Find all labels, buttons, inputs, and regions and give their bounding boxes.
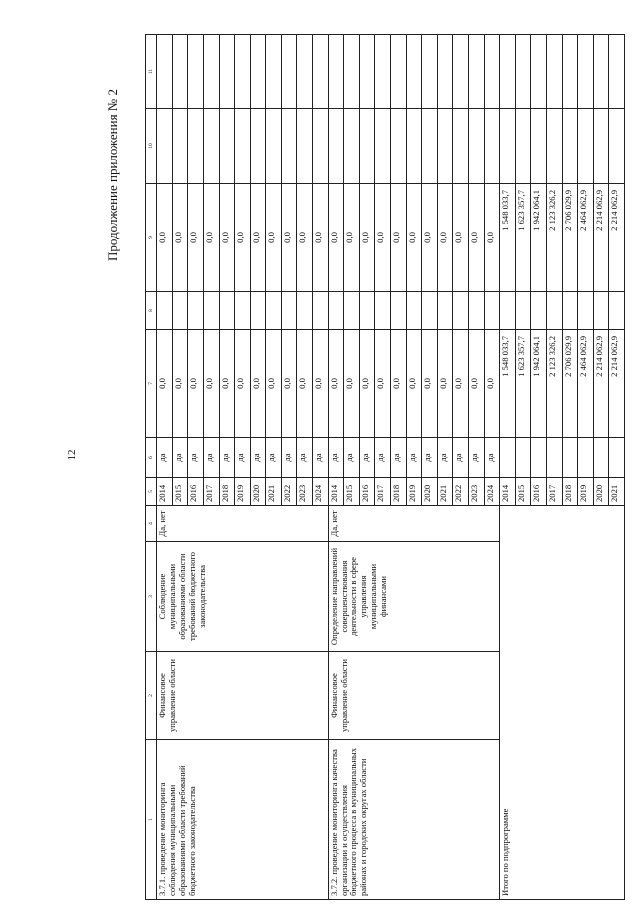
program-table (145, 34, 625, 900)
value-col10 (250, 109, 266, 184)
value-col11 (593, 35, 609, 109)
value-col11 (281, 35, 297, 109)
value-col8 (250, 292, 266, 330)
value-col8 (313, 292, 329, 330)
flag-cell: да (453, 438, 469, 478)
value-col10 (203, 109, 219, 184)
value-col10 (593, 109, 609, 184)
value-col8 (188, 292, 204, 330)
total-label-cell: Итого по подпрограмме (500, 506, 625, 900)
flag-cell: да (172, 438, 188, 478)
year-cell: 2016 (188, 478, 204, 506)
year-cell: 2017 (375, 478, 391, 506)
value-col10 (281, 109, 297, 184)
value-col7: 0,0 (250, 330, 266, 438)
total-value-col7: 1 942 064,1 (531, 330, 547, 438)
value-col7: 0,0 (172, 330, 188, 438)
value-col11 (406, 35, 422, 109)
value-col11 (297, 35, 313, 109)
flag-cell: да (313, 438, 329, 478)
value-col11 (531, 35, 547, 109)
value-col11 (375, 35, 391, 109)
value-col11 (359, 35, 375, 109)
value-col7: 0,0 (406, 330, 422, 438)
value-col11 (266, 35, 282, 109)
value-col9: 0,0 (406, 184, 422, 292)
value-col9: 0,0 (235, 184, 251, 292)
value-col7: 0,0 (203, 330, 219, 438)
value-col9: 0,0 (391, 184, 407, 292)
year-cell: 2019 (578, 478, 594, 506)
value-col8 (406, 292, 422, 330)
value-col11 (484, 35, 500, 109)
year-cell: 2024 (313, 478, 329, 506)
value-col11 (188, 35, 204, 109)
year-cell: 2021 (609, 478, 625, 506)
value-col8 (484, 292, 500, 330)
year-cell: 2015 (515, 478, 531, 506)
value-col11 (203, 35, 219, 109)
value-col11 (219, 35, 235, 109)
flag-cell: да (188, 438, 204, 478)
flag-cell: да (469, 438, 485, 478)
flag-cell (546, 438, 562, 478)
flag-cell: да (219, 438, 235, 478)
value-col11 (235, 35, 251, 109)
year-cell: 2016 (531, 478, 547, 506)
value-col11 (391, 35, 407, 109)
value-col8 (235, 292, 251, 330)
flag-cell: да (484, 438, 500, 478)
year-cell: 2021 (437, 478, 453, 506)
value-col7: 0,0 (157, 330, 173, 438)
value-col9: 0,0 (219, 184, 235, 292)
unit-cell: Да, нет (328, 506, 500, 542)
flag-cell (500, 438, 516, 478)
value-col8 (344, 292, 360, 330)
value-col8 (500, 292, 516, 330)
year-cell: 2024 (484, 478, 500, 506)
event-cell: 3.7.2. проведение мониторинга качества организации и осуществления бюджетного процесса в муниципальных районах и городских округах области (328, 740, 500, 900)
total-value-col9: 1 942 064,1 (531, 184, 547, 292)
flag-cell: да (157, 438, 173, 478)
year-cell: 2022 (281, 478, 297, 506)
value-col9: 0,0 (188, 184, 204, 292)
value-col8 (203, 292, 219, 330)
year-cell: 2020 (250, 478, 266, 506)
value-col9: 0,0 (266, 184, 282, 292)
value-col7: 0,0 (359, 330, 375, 438)
total-value-col7: 2 464 062,9 (578, 330, 594, 438)
total-value-col7: 1 623 357,7 (515, 330, 531, 438)
value-col8 (422, 292, 438, 330)
value-col10 (188, 109, 204, 184)
flag-cell: да (359, 438, 375, 478)
value-col10 (515, 109, 531, 184)
value-col8 (562, 292, 578, 330)
total-value-col9: 2 214 062,9 (593, 184, 609, 292)
flag-cell: да (281, 438, 297, 478)
value-col10 (500, 109, 516, 184)
value-col8 (515, 292, 531, 330)
value-col8 (328, 292, 344, 330)
value-col9: 0,0 (328, 184, 344, 292)
value-col11 (172, 35, 188, 109)
year-cell: 2017 (546, 478, 562, 506)
value-col8 (172, 292, 188, 330)
column-header-6: 6 (146, 438, 157, 478)
total-value-col9: 1 623 357,7 (515, 184, 531, 292)
year-cell: 2018 (562, 478, 578, 506)
year-cell: 2021 (266, 478, 282, 506)
flag-cell: да (328, 438, 344, 478)
value-col10 (562, 109, 578, 184)
value-col8 (219, 292, 235, 330)
total-value-col9: 2 214 062,9 (609, 184, 625, 292)
value-col8 (437, 292, 453, 330)
year-cell: 2017 (203, 478, 219, 506)
value-col11 (344, 35, 360, 109)
value-col7: 0,0 (437, 330, 453, 438)
column-header-1: 1 (146, 740, 157, 900)
value-col9: 0,0 (313, 184, 329, 292)
value-col9: 0,0 (281, 184, 297, 292)
value-col9: 0,0 (344, 184, 360, 292)
value-col7: 0,0 (344, 330, 360, 438)
value-col10 (359, 109, 375, 184)
value-col8 (266, 292, 282, 330)
total-value-col7: 2 214 062,9 (609, 330, 625, 438)
total-value-col7: 1 548 033,7 (500, 330, 516, 438)
value-col10 (437, 109, 453, 184)
value-col7: 0,0 (391, 330, 407, 438)
value-col8 (391, 292, 407, 330)
total-value-col9: 2 706 029,9 (562, 184, 578, 292)
value-col11 (437, 35, 453, 109)
column-header-11: 11 (146, 35, 157, 109)
value-col11 (609, 35, 625, 109)
value-col9: 0,0 (250, 184, 266, 292)
unit-cell: Да, нет (157, 506, 329, 542)
value-col9: 0,0 (172, 184, 188, 292)
value-col8 (281, 292, 297, 330)
flag-cell: да (250, 438, 266, 478)
value-col8 (546, 292, 562, 330)
column-header-3: 3 (146, 542, 157, 652)
year-cell: 2022 (453, 478, 469, 506)
value-col8 (297, 292, 313, 330)
value-col10 (453, 109, 469, 184)
value-col10 (546, 109, 562, 184)
flag-cell (531, 438, 547, 478)
value-col9: 0,0 (484, 184, 500, 292)
value-col10 (157, 109, 173, 184)
value-col9: 0,0 (203, 184, 219, 292)
column-header-7: 7 (146, 330, 157, 438)
value-col7: 0,0 (328, 330, 344, 438)
value-col7: 0,0 (313, 330, 329, 438)
value-col11 (578, 35, 594, 109)
value-col10 (391, 109, 407, 184)
flag-cell: да (203, 438, 219, 478)
value-col11 (313, 35, 329, 109)
table-body (146, 35, 625, 900)
total-value-col9: 2 123 326,2 (546, 184, 562, 292)
value-col8 (359, 292, 375, 330)
flag-cell: да (297, 438, 313, 478)
value-col10 (219, 109, 235, 184)
year-cell: 2014 (157, 478, 173, 506)
year-cell: 2019 (406, 478, 422, 506)
column-header-2: 2 (146, 652, 157, 740)
executor-cell: Финансовое управление области (328, 652, 500, 740)
year-cell: 2014 (500, 478, 516, 506)
value-col7: 0,0 (453, 330, 469, 438)
value-col10 (266, 109, 282, 184)
year-cell: 2015 (344, 478, 360, 506)
table-row (328, 35, 344, 900)
executor-cell: Финансовое управление области (157, 652, 329, 740)
flag-cell: да (344, 438, 360, 478)
year-cell: 2023 (297, 478, 313, 506)
year-cell: 2015 (172, 478, 188, 506)
event-cell: 3.7.1. проведение мониторинга соблюдения муниципальными образованиями области требований бюджетного законодательства (157, 740, 329, 900)
column-header-4: 4 (146, 506, 157, 542)
value-col7: 0,0 (297, 330, 313, 438)
value-col7: 0,0 (422, 330, 438, 438)
value-col7: 0,0 (188, 330, 204, 438)
value-col10 (469, 109, 485, 184)
flag-cell: да (406, 438, 422, 478)
value-col7: 0,0 (484, 330, 500, 438)
value-col10 (313, 109, 329, 184)
value-col10 (484, 109, 500, 184)
value-col10 (531, 109, 547, 184)
column-header-9: 9 (146, 184, 157, 292)
year-cell: 2018 (391, 478, 407, 506)
value-col11 (250, 35, 266, 109)
flag-cell: да (235, 438, 251, 478)
value-col7: 0,0 (281, 330, 297, 438)
flag-cell (578, 438, 594, 478)
flag-cell: да (266, 438, 282, 478)
table-row (157, 35, 173, 900)
year-cell: 2020 (593, 478, 609, 506)
value-col10 (235, 109, 251, 184)
total-value-col7: 2 706 029,9 (562, 330, 578, 438)
value-col10 (328, 109, 344, 184)
column-header-8: 8 (146, 292, 157, 330)
value-col9: 0,0 (359, 184, 375, 292)
indicator-cell: Соблюдение муниципальными образованиями области требований бюджетного законодательства (157, 542, 329, 652)
column-header-10: 10 (146, 109, 157, 184)
value-col10 (375, 109, 391, 184)
value-col8 (531, 292, 547, 330)
value-col10 (344, 109, 360, 184)
flag-cell: да (422, 438, 438, 478)
value-col8 (375, 292, 391, 330)
value-col11 (422, 35, 438, 109)
value-col9: 0,0 (453, 184, 469, 292)
column-header-5: 5 (146, 478, 157, 506)
total-value-col9: 2 464 062,9 (578, 184, 594, 292)
value-col11 (562, 35, 578, 109)
value-col10 (297, 109, 313, 184)
value-col8 (453, 292, 469, 330)
total-row (500, 35, 516, 900)
flag-cell: да (375, 438, 391, 478)
value-col8 (157, 292, 173, 330)
appendix-title: Продолжение приложения № 2 (105, 89, 120, 261)
value-col10 (609, 109, 625, 184)
value-col7: 0,0 (375, 330, 391, 438)
value-col10 (422, 109, 438, 184)
year-cell: 2023 (469, 478, 485, 506)
value-col9: 0,0 (375, 184, 391, 292)
rotated-table-container (145, 35, 625, 900)
flag-cell: да (391, 438, 407, 478)
value-col9: 0,0 (422, 184, 438, 292)
value-col11 (500, 35, 516, 109)
header-row (146, 35, 157, 900)
value-col10 (172, 109, 188, 184)
flag-cell (515, 438, 531, 478)
total-value-col9: 1 548 033,7 (500, 184, 516, 292)
total-value-col7: 2 214 062,9 (593, 330, 609, 438)
flag-cell: да (437, 438, 453, 478)
flag-cell (562, 438, 578, 478)
value-col11 (515, 35, 531, 109)
page-number: 12 (66, 449, 78, 461)
year-cell: 2020 (422, 478, 438, 506)
value-col8 (609, 292, 625, 330)
value-col9: 0,0 (469, 184, 485, 292)
value-col11 (546, 35, 562, 109)
value-col8 (593, 292, 609, 330)
value-col8 (469, 292, 485, 330)
value-col11 (469, 35, 485, 109)
total-value-col7: 2 123 326,2 (546, 330, 562, 438)
flag-cell (609, 438, 625, 478)
flag-cell (593, 438, 609, 478)
value-col9: 0,0 (157, 184, 173, 292)
value-col7: 0,0 (219, 330, 235, 438)
value-col9: 0,0 (297, 184, 313, 292)
value-col10 (578, 109, 594, 184)
value-col8 (578, 292, 594, 330)
value-col7: 0,0 (266, 330, 282, 438)
value-col7: 0,0 (469, 330, 485, 438)
value-col11 (328, 35, 344, 109)
value-col11 (453, 35, 469, 109)
indicator-cell: Определение направлений совершенствования деятельности в сфере управления муниципальными финансами (328, 542, 500, 652)
year-cell: 2016 (359, 478, 375, 506)
year-cell: 2019 (235, 478, 251, 506)
value-col9: 0,0 (437, 184, 453, 292)
value-col10 (406, 109, 422, 184)
value-col11 (157, 35, 173, 109)
value-col7: 0,0 (235, 330, 251, 438)
year-cell: 2018 (219, 478, 235, 506)
year-cell: 2014 (328, 478, 344, 506)
